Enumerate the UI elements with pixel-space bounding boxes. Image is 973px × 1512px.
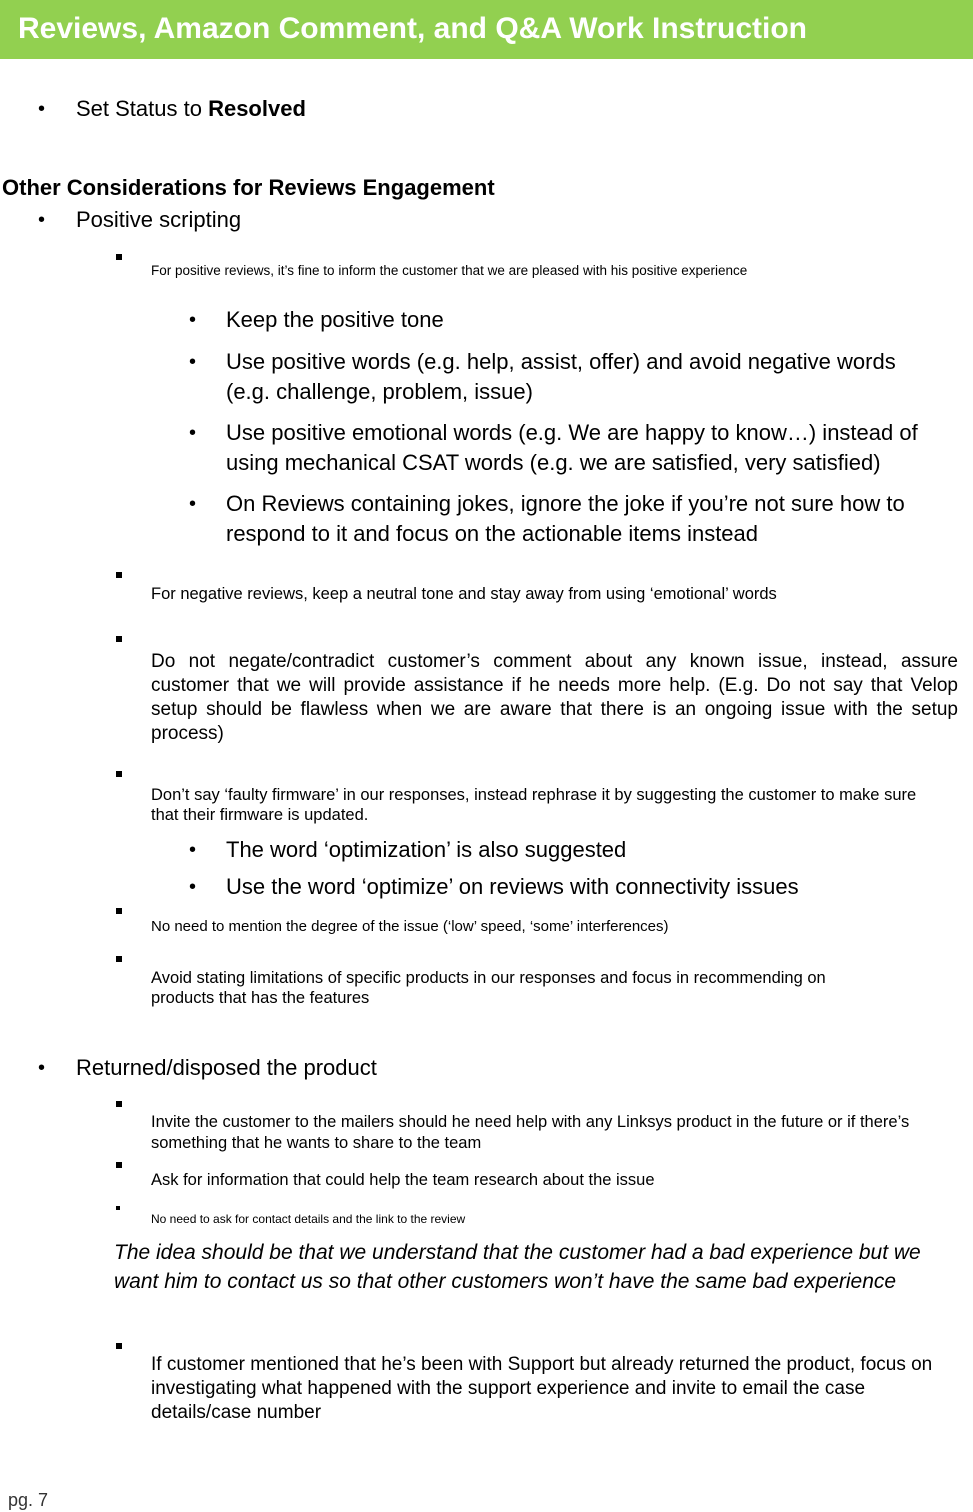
do-not-negate-text: Do not negate/contradict customer’s comment about any known issue, instead, assure customer that we will provide assistance if he needs more help. (E.g. Do not say that Velop setup should be flawless when we are aware that there is an ongoing issue with the setup process)	[151, 651, 958, 744]
status-line	[76, 94, 306, 124]
returned-label: Returned/disposed the product	[76, 1055, 377, 1080]
faulty-firmware-text: Don’t say ‘faulty firmware’ in our responses, instead rephrase it by suggesting the customer to make sure that their firmware is updated.	[151, 786, 917, 824]
bullet-dot: •	[38, 98, 46, 120]
square-bullet	[116, 1162, 122, 1168]
square-bullet	[116, 254, 122, 260]
page-number: pg. 7	[8, 1490, 49, 1510]
square-bullet	[116, 1101, 122, 1107]
square-bullet	[116, 771, 122, 777]
negative-reviews-text: For negative reviews, keep a neutral tone and stay away from using ‘emotional’ words	[151, 585, 777, 603]
section-heading: Other Considerations for Reviews Engagement	[2, 175, 495, 200]
tip-optimize: Use the word ‘optimize’ on reviews with connectivity issues	[226, 874, 799, 899]
bullet-dot: •	[38, 1057, 46, 1079]
square-bullet	[116, 956, 122, 962]
page-header-bar	[0, 0, 973, 59]
bullet-dot: •	[189, 493, 197, 515]
tip-jokes: On Reviews containing jokes, ignore the joke if you’re not sure how to respond to it and focus on the actionable items instead	[226, 491, 905, 546]
bullet-dot: •	[38, 209, 46, 231]
tip-keep-positive-tone: Keep the positive tone	[226, 307, 444, 332]
tip-positive-words: Use positive words (e.g. help, assist, offer) and avoid negative words (e.g. challenge, problem, issue)	[226, 349, 896, 404]
invite-mailers-text: Invite the customer to the mailers should he need help with any Linksys product in the future or if there’s something that he wants to share to the team	[151, 1113, 910, 1152]
status-value: Resolved	[208, 96, 306, 121]
square-bullet	[116, 908, 122, 914]
document-title: Reviews, Amazon Comment, and Q&A Work Instruction	[18, 12, 807, 45]
no-contact-details-text: No need to ask for contact details and the link to the review	[151, 1212, 466, 1226]
square-bullet	[116, 1343, 122, 1349]
bullet-dot: •	[189, 422, 197, 444]
support-case-text: If customer mentioned that he’s been with Support but already returned the product, focus on investigating what happened with the support experience and invite to email the case details/case number	[151, 1354, 933, 1423]
bullet-dot: •	[189, 351, 197, 373]
square-bullet	[116, 572, 122, 578]
limitations-text: Avoid stating limitations of specific products in our responses and focus in recommending on products that has the features	[151, 969, 826, 1007]
square-bullet	[116, 636, 122, 642]
bullet-dot: •	[189, 839, 197, 861]
positive-scripting-label: Positive scripting	[76, 207, 242, 232]
tip-optimization: The word ‘optimization’ is also suggested	[226, 837, 627, 862]
degree-of-issue-text: No need to mention the degree of the issue (‘low’ speed, ‘some’ interferences)	[151, 918, 669, 935]
ask-information-text: Ask for information that could help the team research about the issue	[151, 1171, 655, 1189]
status-prefix: Set Status to	[76, 96, 209, 121]
positive-reviews-text: For positive reviews, it’s fine to inform the customer that we are pleased with his positive experience	[151, 263, 748, 278]
tip-emotional-words: Use positive emotional words (e.g. We are happy to know…) instead of using mechanical CSAT words (e.g. we are satisfied, very satisfied)	[226, 420, 918, 475]
bullet-dot: •	[189, 876, 197, 898]
square-bullet	[116, 1206, 120, 1210]
bullet-dot: •	[189, 309, 197, 331]
idea-note: The idea should be that we understand that the customer had a bad experience but we want him to contact us so that other customers won’t have the same bad experience	[114, 1241, 921, 1293]
